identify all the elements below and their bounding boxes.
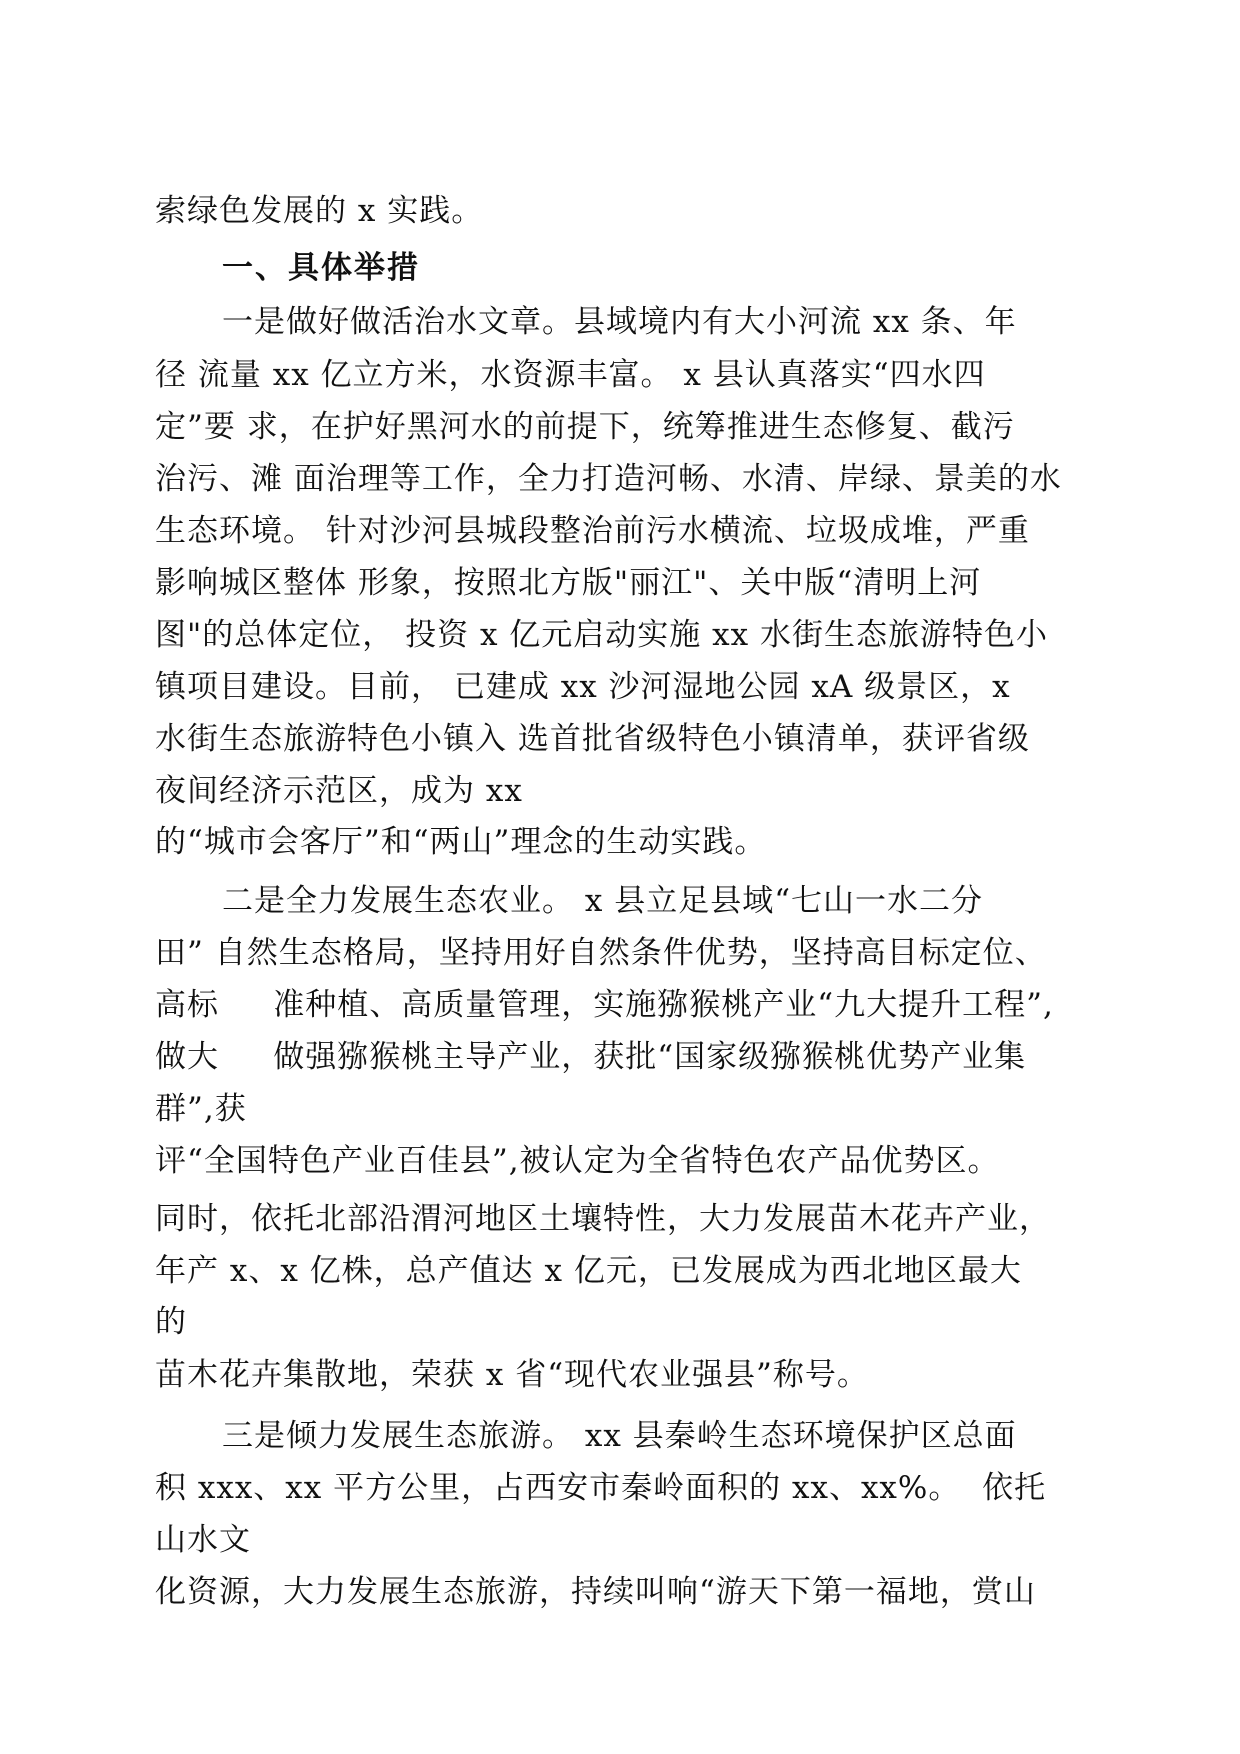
text-line: 高标 准种植、高质量管理，实施猕猴桃产业“九大提升工程”,	[155, 987, 1054, 1023]
text-line: 做大 做强猕猴桃主导产业，获批“国家级猕猴桃优势产业集	[155, 1039, 1027, 1075]
text-line: 一是做好做活治水文章。县域境内有大小河流 xx 条、年	[222, 304, 1017, 340]
text-line: 年产 x、x 亿株，总产值达 x 亿元，已发展成为西北地区最大	[155, 1253, 1022, 1289]
text-line: 径 流量 xx 亿立方米，水资源丰富。 x 县认真落实“四水四	[155, 357, 986, 393]
text-line: 影响城区整体 形象，按照北方版"丽江"、关中版“清明上河	[155, 565, 982, 601]
text-line: 索绿色发展的 x 实践。	[155, 193, 484, 229]
text-line: 田” 自然生态格局，坚持用好自然条件优势，坚持高目标定位、	[155, 935, 1047, 971]
text-line: 的“城市会客厅”和“两山”理念的生动实践。	[155, 824, 767, 860]
text-line: 水街生态旅游特色小镇入 选首批省级特色小镇清单，获评省级	[155, 721, 1030, 757]
text-line: 三是倾力发展生态旅游。 xx 县秦岭生态环境保护区总面	[222, 1418, 1017, 1454]
text-line: 山水文	[155, 1522, 251, 1558]
text-line: 群”,获	[155, 1091, 247, 1127]
text-line: 治污、滩 面治理等工作，全力打造河畅、水清、岸绿、景美的水	[155, 461, 1062, 497]
text-line: 评“全国特色产业百佳县”,被认定为全省特色农产品优势区。	[155, 1143, 1000, 1179]
text-line: 夜间经济示范区，成为 xx	[155, 773, 523, 809]
text-line: 化资源，大力发展生态旅游，持续叫响“游天下第一福地，赏山	[155, 1574, 1036, 1610]
text-line: 积 xxx、xx 平方公里，占西安市秦岭面积的 xx、xx%。 依托	[155, 1470, 1047, 1506]
text-line: 图"的总体定位， 投资 x 亿元启动实施 xx 水街生态旅游特色小	[155, 617, 1048, 653]
section-heading: 一、具体举措	[222, 250, 420, 286]
text-line: 的	[155, 1304, 187, 1340]
text-line: 定”要 求，在护好黑河水的前提下，统筹推进生态修复、截污	[155, 409, 1015, 445]
text-line: 二是全力发展生态农业。 x 县立足县域“七山一水二分	[222, 883, 984, 919]
text-line: 苗木花卉集散地，荣获 x 省“现代农业强县”称号。	[155, 1357, 869, 1393]
text-line: 生态环境。 针对沙河县城段整治前污水横流、垃圾成堆，严重	[155, 513, 1030, 549]
text-line: 镇项目建设。目前， 已建成 xx 沙河湿地公园 xA 级景区，x	[155, 669, 1011, 705]
text-line: 同时，依托北部沿渭河地区土壤特性，大力发展苗木花卉产业，	[155, 1201, 1051, 1237]
